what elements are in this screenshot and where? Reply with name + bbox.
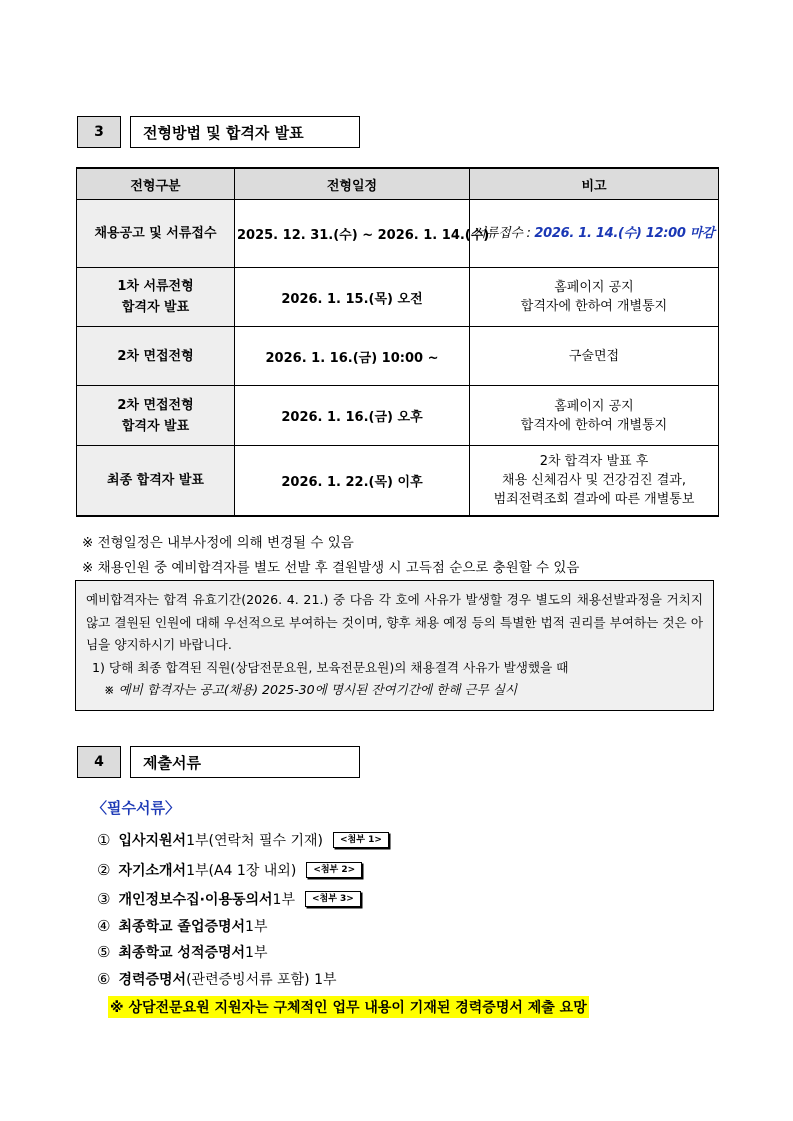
row-category <box>77 327 235 386</box>
column-header: 비고 <box>470 168 719 200</box>
section-title: 전형방법 및 합격자 발표 <box>130 116 360 148</box>
notice-item: 1) 당해 최종 합격된 직원(상담전문요원, 보육전문요원)의 채용결격 사유가 발생했을 때 <box>92 659 569 675</box>
note-line: 2차 합격자 발표 후 <box>539 454 649 469</box>
item-number: ④ <box>97 917 111 935</box>
document-detail: (관련증빙서류 포함) 1부 <box>186 972 337 988</box>
row-note <box>470 200 719 268</box>
row-note <box>470 268 719 327</box>
category-label: 채용공고 및 서류접수 <box>94 226 217 241</box>
row-category <box>77 446 235 517</box>
section-4-header <box>77 746 360 778</box>
note-line: 합격자에 한하여 개별통지 <box>520 417 668 433</box>
category-label: 최종 합격자 발표 <box>107 473 204 488</box>
deadline-prefix: 서류접수 : <box>473 226 535 241</box>
row-category <box>77 268 235 327</box>
category-label: 합격자 발표 <box>121 418 190 434</box>
table-row <box>77 268 719 327</box>
table-row <box>77 446 719 517</box>
item-number: ② <box>97 861 111 879</box>
document-name: 경력증명서 <box>118 972 187 988</box>
list-item <box>97 916 267 936</box>
table-row <box>77 327 719 386</box>
deadline-date: 2026. 1. 14.(수) 12:00 마감 <box>534 226 715 241</box>
document-name: 개인정보수집·이용동의서 <box>118 892 273 908</box>
category-label: 2차 면접전형 <box>117 348 194 364</box>
category-label: 2차 면접전형 <box>117 397 194 413</box>
table-row <box>77 200 719 268</box>
document-detail: 1부 <box>245 945 268 961</box>
row-date: 2025. 12. 31.(수) ~ 2026. 1. 14.(수) <box>235 200 470 268</box>
section-number: 3 <box>77 116 121 148</box>
footnote: ※ 채용인원 중 예비합격자를 별도 선발 후 결원발생 시 고득점 순으로 충원할 수 있음 <box>82 560 580 576</box>
note-line: 합격자에 한하여 개별통지 <box>520 299 668 314</box>
section-number: 4 <box>77 746 121 778</box>
schedule-table <box>76 167 719 517</box>
attachment-tag: <첨부 2> <box>306 862 362 878</box>
footnote: ※ 전형일정은 내부사정에 의해 변경될 수 있음 <box>82 535 354 551</box>
category-label: 합격자 발표 <box>121 300 190 315</box>
item-number: ① <box>97 831 111 849</box>
list-item <box>97 830 389 850</box>
row-category <box>77 386 235 446</box>
note-line: 채용 신체검사 및 건강검진 결과, <box>502 473 686 488</box>
document-detail: 1부 <box>272 892 295 908</box>
notice-paragraph: 예비합격자는 합격 유효기간(2026. 4. 21.) 중 다음 각 호에 사유가 발생할 경우 별도의 채용선발과정을 거치지 않고 결원된 인원에 대해 우선적으로 부여하는 것이며, 향후 채용 예정 등의 특별한 법적 권리를 부여하는 것은 아님을 양지하시기 바랍니다. <box>86 592 703 653</box>
required-docs-title: 〈필수서류〉 <box>92 799 180 817</box>
document-detail: 1부(연락처 필수 기재) <box>186 833 324 849</box>
row-category <box>77 200 235 268</box>
document-name: 최종학교 졸업증명서 <box>118 919 246 935</box>
document-name: 자기소개서 <box>118 863 187 879</box>
note-line: 범죄전력조회 결과에 따른 개별통보 <box>493 492 695 507</box>
row-date: 2026. 1. 22.(목) 이후 <box>235 446 470 517</box>
table-header-row <box>77 168 719 200</box>
document-name: 입사지원서 <box>118 833 187 849</box>
document-name: 최종학교 성적증명서 <box>118 945 246 961</box>
document-detail: 1부 <box>245 919 268 935</box>
note-line: 홈페이지 공지 <box>554 280 634 295</box>
column-header: 전형구분 <box>77 168 235 200</box>
row-date: 2026. 1. 16.(금) 10:00 ~ <box>235 327 470 386</box>
list-item <box>97 889 361 909</box>
highlight-note: ※ 상담전문요원 지원자는 구체적인 업무 내용이 기재된 경력증명서 제출 요망 <box>108 996 589 1018</box>
row-note <box>470 327 719 386</box>
list-item <box>97 942 267 962</box>
row-date: 2026. 1. 15.(목) 오전 <box>235 268 470 327</box>
reserve-notice-box <box>75 580 714 711</box>
section-title: 제출서류 <box>130 746 360 778</box>
list-item <box>97 969 337 989</box>
category-label: 1차 서류전형 <box>117 279 194 294</box>
table-row <box>77 386 719 446</box>
notice-italic: ※ 예비 합격자는 공고(채용) 2025-30에 명시된 잔여기간에 한해 근무 실시 <box>104 682 518 698</box>
column-header: 전형일정 <box>235 168 470 200</box>
item-number: ⑤ <box>97 943 111 961</box>
row-date: 2026. 1. 16.(금) 오후 <box>235 386 470 446</box>
document-detail: 1부(A4 1장 내외) <box>186 863 297 879</box>
attachment-tag: <첨부 1> <box>333 832 389 848</box>
attachment-tag: <첨부 3> <box>305 891 361 907</box>
item-number: ⑥ <box>97 970 111 988</box>
deadline-note <box>474 226 715 241</box>
note-line: 홈페이지 공지 <box>554 398 634 414</box>
row-note <box>470 386 719 446</box>
note-line: 구술면접 <box>568 348 620 364</box>
section-3-header <box>77 116 360 148</box>
list-item <box>97 860 362 880</box>
item-number: ③ <box>97 890 111 908</box>
row-note <box>470 446 719 517</box>
